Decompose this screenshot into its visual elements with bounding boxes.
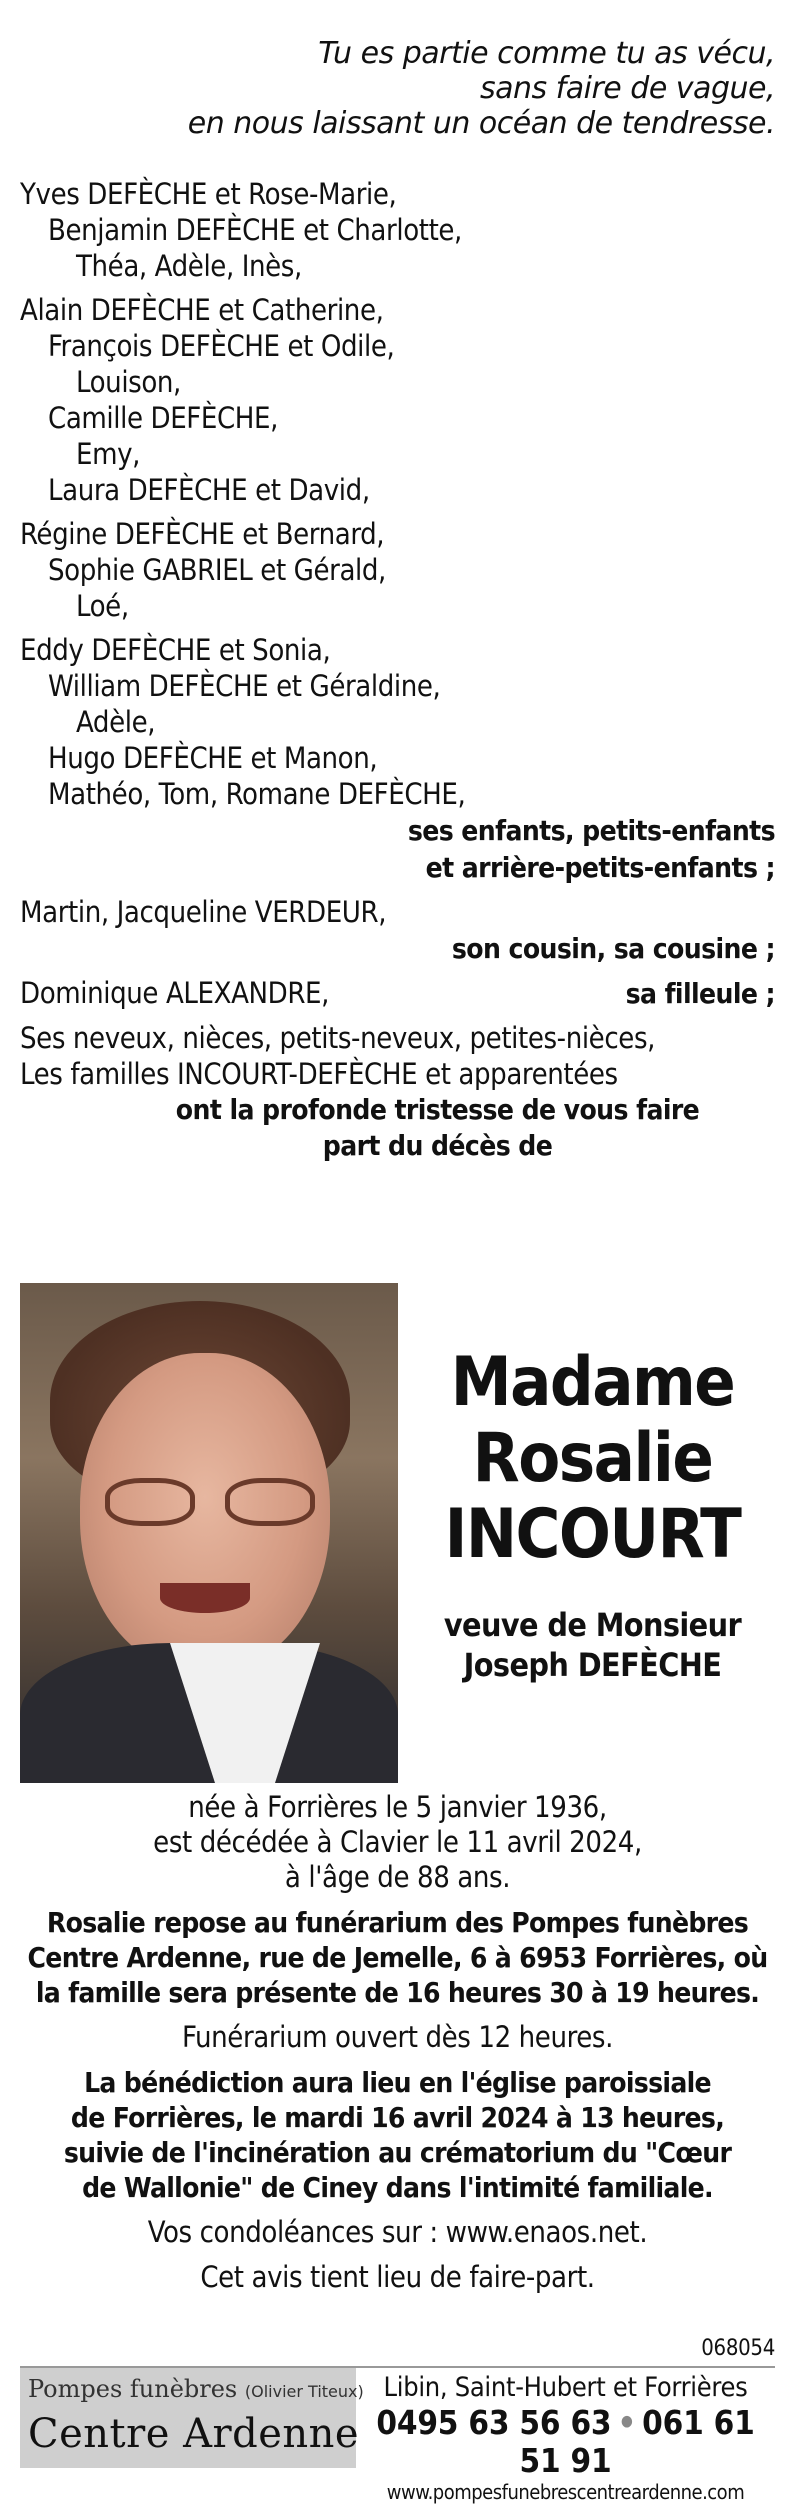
family-line: Mathéo, Tom, Romane DEFÈCHE, xyxy=(48,777,466,811)
family-line: Benjamin DEFÈCHE et Charlotte, xyxy=(48,213,462,247)
photo-smile xyxy=(160,1583,250,1613)
funeral-home-banner xyxy=(20,2366,775,2504)
death-line: est décédée à Clavier le 11 avril 2024, xyxy=(153,1825,642,1859)
opening-line: Funérarium ouvert dès 12 heures. xyxy=(181,2020,614,2054)
family-line: Théa, Adèle, Inès, xyxy=(76,249,302,283)
family-line: Adèle, xyxy=(76,705,156,739)
family-line: Louison, xyxy=(76,365,181,399)
phone-separator: • xyxy=(617,2403,637,2442)
announcement-line: part du décès de xyxy=(322,1129,553,1162)
blessing-line: suivie de l'incinération au crématorium du "Cœur xyxy=(63,2136,732,2169)
poem-line: en nous laissant un océan de tendresse. xyxy=(187,106,775,141)
condolences-line: Vos condoléances sur : www.enaos.net. xyxy=(147,2215,648,2249)
logo-line-1: Pompes funèbres xyxy=(28,2375,238,2403)
poem xyxy=(75,36,775,141)
deceased-title: Madame xyxy=(450,1343,735,1422)
notice-line: Cet avis tient lieu de faire-part. xyxy=(200,2260,595,2294)
phone-1: 0495 63 56 63 xyxy=(376,2403,612,2442)
role-children: ses enfants, petits-enfants xyxy=(407,814,775,847)
details-block xyxy=(20,1790,775,2295)
deceased-last-name: INCOURT xyxy=(444,1495,741,1574)
blessing-line: de Forrières, le mardi 16 avril 2024 à 13 heures, xyxy=(70,2101,725,2134)
website: www.pompesfunebrescentreardenne.com xyxy=(386,2480,745,2504)
age-line: à l'âge de 88 ans. xyxy=(284,1860,511,1894)
goddaughter-name: Dominique ALEXANDRE, xyxy=(20,976,330,1010)
family-group xyxy=(20,292,775,508)
logo-line xyxy=(28,2374,364,2407)
widow-of xyxy=(410,1605,775,1685)
funeral-home-contact xyxy=(356,2368,775,2504)
photo-glasses xyxy=(105,1478,315,1528)
blessing-line: de Wallonie" de Ciney dans l'intimité familiale. xyxy=(82,2171,713,2204)
family-line: Sophie GABRIEL et Gérald, xyxy=(48,553,386,587)
family-line: Camille DEFÈCHE, xyxy=(48,401,279,435)
role-cousin: son cousin, sa cousine ; xyxy=(451,932,775,965)
reference-number: 068054 xyxy=(701,2336,775,2361)
phone-numbers xyxy=(356,2404,775,2480)
funeral-home-logo xyxy=(20,2368,364,2468)
widow-line: veuve de Monsieur xyxy=(443,1606,742,1644)
family-line: William DEFÈCHE et Géraldine, xyxy=(48,669,441,703)
poem-line: sans faire de vague, xyxy=(479,71,775,106)
birth-line: née à Forrières le 5 janvier 1936, xyxy=(188,1790,607,1824)
family-list xyxy=(20,176,775,1164)
goddaughter-row xyxy=(20,975,775,1012)
logo-name: Centre Ardenne xyxy=(28,2411,360,2457)
family-line: Régine DEFÈCHE et Bernard, xyxy=(20,517,385,551)
rest-line: la famille sera présente de 16 heures 30 à 19 heures. xyxy=(35,1976,760,2009)
role-goddaughter: sa filleule ; xyxy=(625,977,775,1010)
family-line: Alain DEFÈCHE et Catherine, xyxy=(20,293,384,327)
announcement-line: ont la profonde tristesse de vous faire xyxy=(175,1093,700,1126)
deceased-name-block xyxy=(410,1345,775,1685)
family-line: Yves DEFÈCHE et Rose-Marie, xyxy=(20,177,397,211)
poem-line: Tu es partie comme tu as vécu, xyxy=(318,36,775,71)
relatives-line: Les familles INCOURT-DEFÈCHE et apparentées xyxy=(20,1057,618,1091)
family-group xyxy=(20,516,775,624)
logo-owner: (Olivier Titeux) xyxy=(244,2382,364,2401)
portrait-photo xyxy=(20,1283,398,1783)
family-group xyxy=(20,632,775,812)
family-line: François DEFÈCHE et Odile, xyxy=(48,329,395,363)
rest-line: Centre Ardenne, rue de Jemelle, 6 à 6953 Forrières, où xyxy=(27,1941,768,1974)
role-grandchildren: et arrière-petits-enfants ; xyxy=(425,851,775,884)
widow-line: Joseph DEFÈCHE xyxy=(463,1646,722,1684)
cousin-names: Martin, Jacqueline VERDEUR, xyxy=(20,895,387,929)
family-group xyxy=(20,176,775,284)
family-line: Loé, xyxy=(76,589,129,623)
rest-line: Rosalie repose au funérarium des Pompes funèbres xyxy=(46,1906,749,1939)
relatives-line: Ses neveux, nièces, petits-neveux, petites-nièces, xyxy=(20,1021,656,1055)
family-line: Hugo DEFÈCHE et Manon, xyxy=(48,741,378,775)
blessing-line: La bénédiction aura lieu en l'église paroissiale xyxy=(84,2066,711,2099)
family-line: Eddy DEFÈCHE et Sonia, xyxy=(20,633,331,667)
locations: Libin, Saint-Hubert et Forrières xyxy=(383,2372,748,2403)
family-line: Laura DEFÈCHE et David, xyxy=(48,473,370,507)
family-line: Emy, xyxy=(76,437,141,471)
deceased-first-name: Rosalie xyxy=(472,1419,713,1498)
phone-2: 061 61 51 91 xyxy=(519,2403,755,2480)
